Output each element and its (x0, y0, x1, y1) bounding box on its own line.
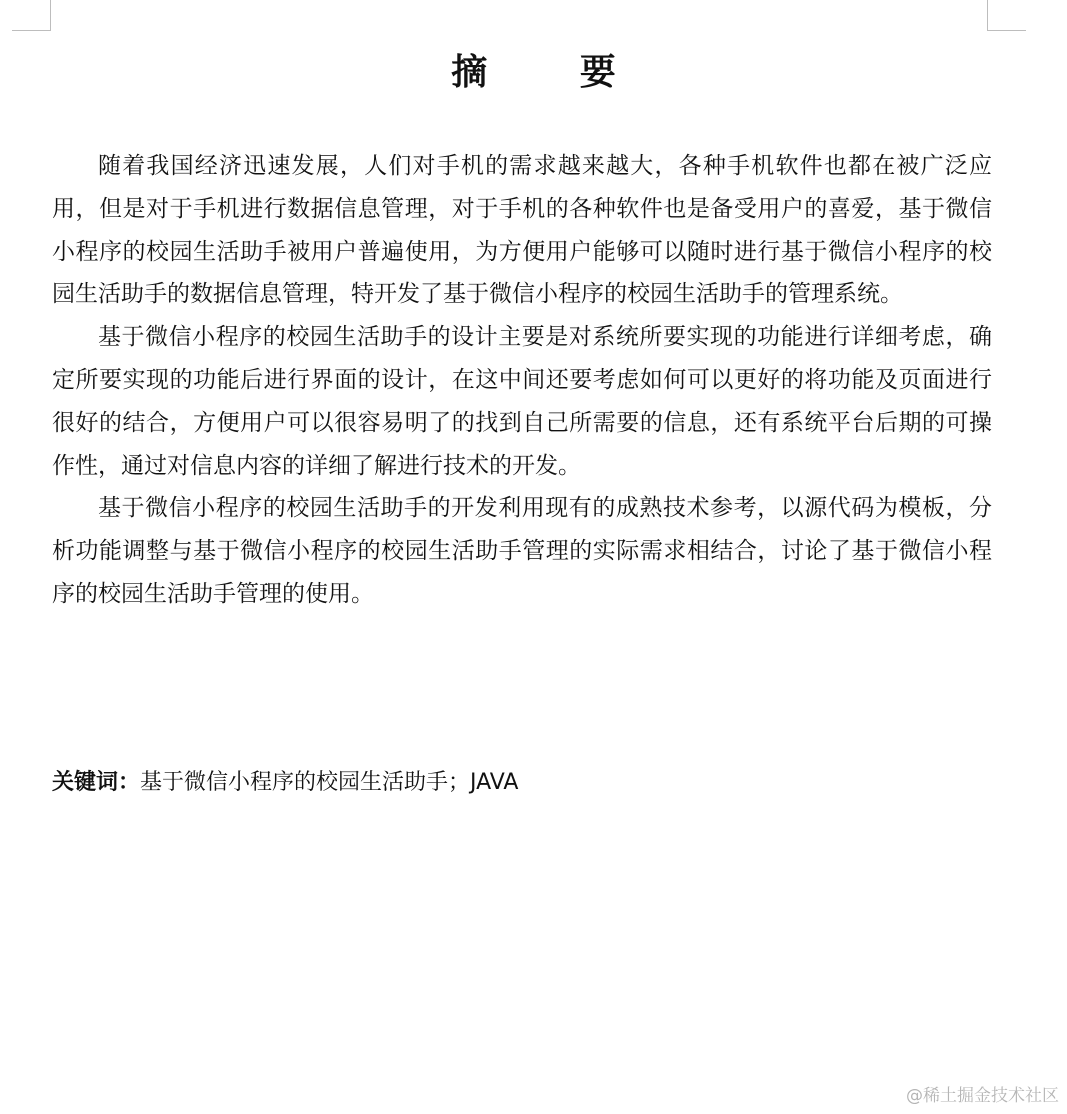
crop-mark-top-left (12, 0, 51, 31)
abstract-paragraph-2: 基于微信小程序的校园生活助手的设计主要是对系统所要实现的功能进行详细考虑，确定所要实现的功能后进行界面的设计，在这中间还要考虑如何可以更好的将功能及页面进行很好的结合，方便用户可以很容易明了的找到自己所需要的信息，还有系统平台后期的可操作性，通过对信息内容的详细了解进行技术的开发。 (52, 324, 992, 479)
keywords-value: 基于微信小程序的校园生活助手；JAVA (140, 770, 519, 795)
abstract-title: 摘 要 (451, 52, 656, 93)
watermark: @稀土掘金技术社区 (906, 1086, 1059, 1106)
abstract-paragraph-3: 基于微信小程序的校园生活助手的开发利用现有的成熟技术参考，以源代码为模板，分析功能调整与基于微信小程序的校园生活助手管理的实际需求相结合，讨论了基于微信小程序的校园生活助手管理的使用。 (52, 495, 992, 607)
crop-mark-top-right (987, 0, 1026, 31)
keywords-label: 关键词： (52, 770, 141, 795)
abstract-paragraph-1: 随着我国经济迅速发展，人们对手机的需求越来越大，各种手机软件也都在被广泛应用，但是对于手机进行数据信息管理，对于手机的各种软件也是备受用户的喜爱，基于微信小程序的校园生活助手被用户普遍使用，为方便用户能够可以随时进行基于微信小程序的校园生活助手的数据信息管理，特开发了基于微信小程序的校园生活助手的管理系统。 (52, 153, 992, 308)
abstract-body (52, 145, 992, 616)
keywords-line (52, 764, 992, 802)
